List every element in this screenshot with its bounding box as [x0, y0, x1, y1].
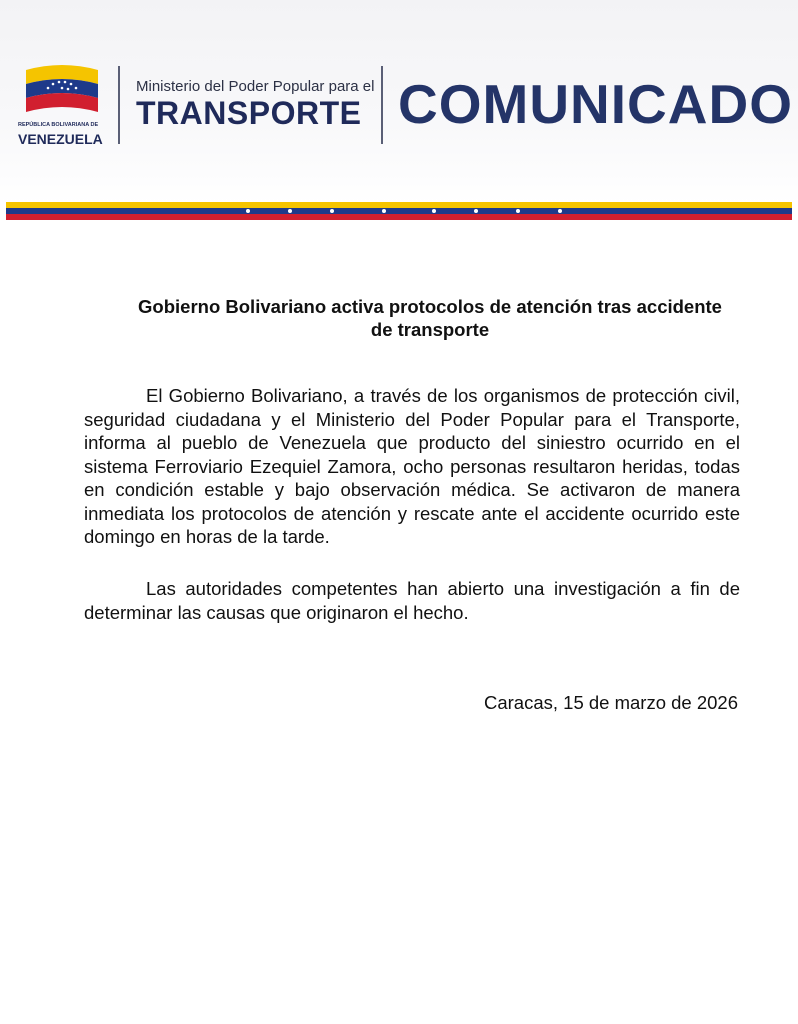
flag-stripe-red [6, 214, 792, 220]
stripe-star-icon [330, 209, 334, 213]
body-paragraph: Las autoridades competentes han abierto una investigación a fin de determinar las causas que originaron el hecho. [84, 578, 740, 623]
body-paragraph: El Gobierno Bolivariano, a través de los organismos de protección civil, seguridad ciudadana y el Ministerio del Poder Popular para el Transporte, informa al pueblo de Venezuela que producto del siniestro ocurrido en el sistema Ferroviario Ezequiel Zamora, ocho personas resultaron heridas, todas en condición estable y bajo observación médica. Se activaron de manera inmediata los protocolos de atención y rescate ante el accidente ocurrido este domingo en horas de la tarde. [84, 385, 740, 547]
stripe-star-icon [382, 209, 386, 213]
place-and-date: Caracas, 15 de marzo de 2026 [483, 692, 738, 713]
venezuela-flag-icon [22, 62, 102, 118]
stripe-star-icon [288, 209, 292, 213]
stripe-star-icon [432, 209, 436, 213]
letterhead [0, 0, 798, 205]
ministry-label: Ministerio del Poder Popular para el [136, 78, 375, 95]
government-logo [18, 62, 110, 152]
stripe-star-icon [558, 209, 562, 213]
stripe-star-icon [516, 209, 520, 213]
header-divider [118, 66, 120, 144]
logo-republic-text: REPÚBLICA BOLIVARIANA DE [18, 122, 99, 128]
document-type-banner: COMUNICADO [398, 73, 793, 135]
logo-country-text: VENEZUELA [18, 131, 103, 147]
document-title: Gobierno Bolivariano activa protocolos de atención tras accidente de transporte [138, 296, 722, 340]
header-divider [381, 66, 383, 144]
ministry-name: TRANSPORTE [136, 95, 362, 131]
stripe-star-icon [474, 209, 478, 213]
stripe-star-icon [246, 209, 250, 213]
